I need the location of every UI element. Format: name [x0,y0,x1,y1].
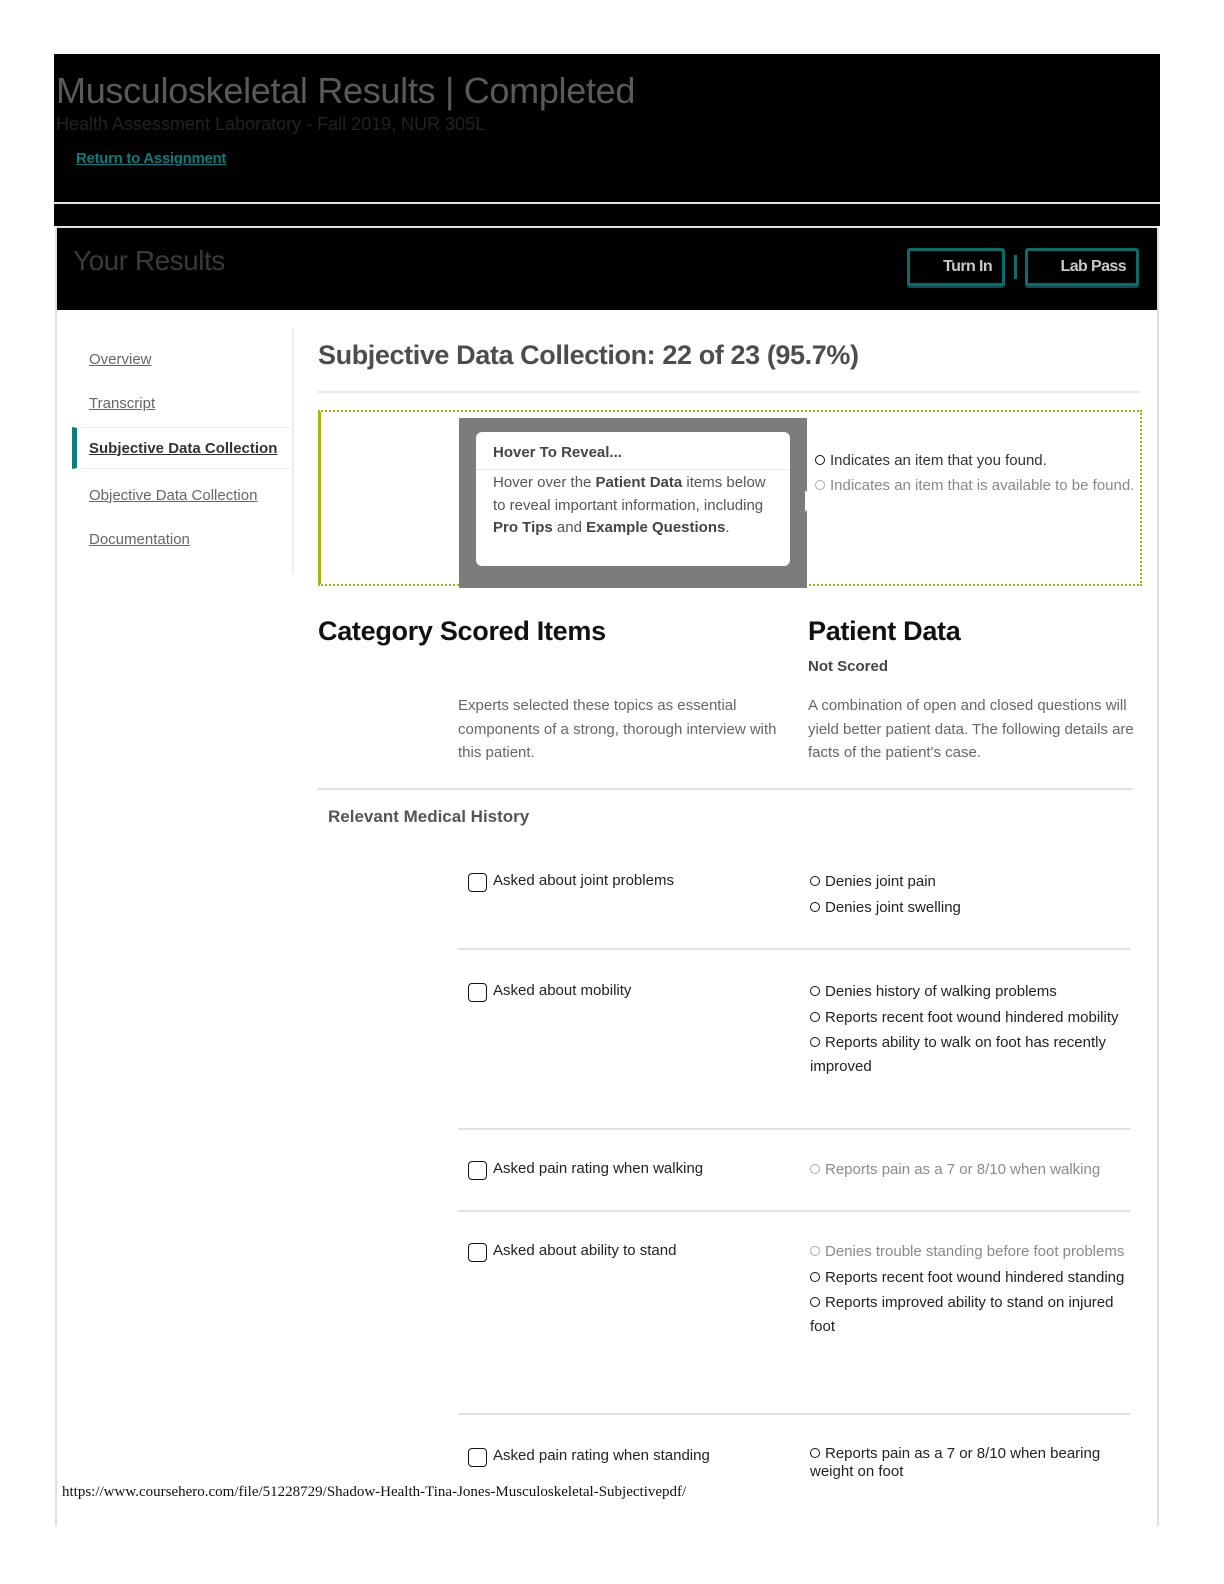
lab-pass-button[interactable]: Lab Pass [1025,248,1139,286]
turn-in-button[interactable]: Turn In [907,248,1005,286]
patient-data-item[interactable]: Denies joint pain [810,870,1135,894]
found-ring-icon [810,1037,820,1047]
category-description: Experts selected these topics as essential components of a strong, thorough interview with this patient. [458,697,777,761]
sidebar-item-subjective-data-collection[interactable]: Subjective Data Collection [72,427,294,469]
header-gap [54,204,1160,226]
patient-data-item[interactable]: Reports recent foot wound hindered mobility [810,1006,1135,1030]
available-ring-icon [810,1164,820,1174]
results-bar [57,228,1157,310]
section-divider [318,788,1133,790]
patient-data-list [810,870,1135,921]
category-scored-items-heading: Category Scored Items [318,616,606,646]
patient-data-item[interactable]: Reports pain as a 7 or 8/10 when bearing weight on foot [810,1445,1101,1480]
found-ring-icon [810,1012,820,1022]
table-row [458,1130,1130,1212]
footer-url: https://www.coursehero.com/file/51228729/Shadow-Health-Tina-Jones-Musculoskeletal-Subjectivepdf/ [62,1484,687,1500]
patient-data-item[interactable]: Reports recent foot wound hindered standing [810,1266,1135,1290]
found-ring-icon [810,986,820,996]
hover-tooltip [476,432,790,566]
scored-item: Asked about joint problems [468,872,674,892]
patient-data-list [810,1158,1135,1184]
tooltip-arrow-icon [805,490,815,512]
table-row [458,870,1130,950]
patient-data-item[interactable]: Denies joint swelling [810,896,1135,920]
legend-box [318,410,1142,586]
legend-found: Indicates an item that you found. [815,448,1135,473]
not-scored-label: Not Scored [808,658,889,675]
patient-data-item[interactable]: Reports pain as a 7 or 8/10 when walking [810,1158,1135,1182]
scored-item: Asked pain rating when standing [468,1447,710,1467]
sidebar-item-overview[interactable]: Overview [89,350,152,368]
found-ring-icon [815,455,825,465]
sidebar-nav [72,328,294,574]
sidebar-item-transcript[interactable]: Transcript [89,394,156,412]
table-row [458,1212,1130,1415]
table-row [458,950,1130,1130]
patient-data-heading: Patient Data [808,616,961,646]
scored-items-list [458,870,1130,1495]
patient-data-item[interactable]: Denies history of walking problems [810,980,1135,1004]
checkbox-icon [468,1448,487,1467]
found-ring-icon [810,1297,820,1307]
available-ring-icon [815,480,825,490]
button-divider [1014,255,1017,279]
sidebar-item-documentation[interactable]: Documentation [89,530,190,548]
available-ring-icon [810,1246,820,1256]
tooltip-title: Hover To Reveal... [476,432,790,470]
checkbox-icon [468,873,487,892]
found-ring-icon [810,1448,820,1458]
tooltip-body: Hover over the Patient Data items below to reveal important information, including Pro Tips and Example Questions. [493,474,766,536]
course-subtitle: Health Assessment Laboratory - Fall 2019, NUR 305L [56,114,486,134]
patient-data-list [810,980,1135,1080]
main-content [318,340,1142,1480]
patient-data-item[interactable]: Reports ability to walk on foot has recently improved [810,1034,1106,1075]
return-to-assignment-link[interactable]: Return to Assignment [76,150,227,167]
table-row [458,1415,1130,1495]
scored-item: Asked pain rating when walking [468,1160,703,1180]
section-title: Relevant Medical History [328,807,530,826]
patient-data-list [810,1445,1135,1483]
scored-item: Asked about mobility [468,982,631,1002]
legend [815,448,1135,498]
sidebar-item-objective-data-collection[interactable]: Objective Data Collection [89,486,258,504]
score-heading: Subjective Data Collection: 22 of 23 (95.7%) [318,340,1142,393]
found-ring-icon [810,1272,820,1282]
patient-data-item[interactable]: Reports improved ability to stand on injured foot [810,1294,1114,1335]
checkbox-icon [468,983,487,1002]
legend-available: Indicates an item that is available to be found. [815,473,1135,498]
checkbox-icon [468,1161,487,1180]
checkbox-icon [468,1243,487,1262]
tooltip-backdrop [459,418,807,588]
patient-data-description: A combination of open and closed questions will yield better patient data. The following details are facts of the patient's case. [808,697,1134,761]
found-ring-icon [810,876,820,886]
found-ring-icon [810,902,820,912]
page-header [54,54,1160,204]
patient-data-list [810,1240,1135,1340]
scored-item: Asked about ability to stand [468,1242,676,1262]
page-title: Musculoskeletal Results | Completed [56,70,636,111]
patient-data-item[interactable]: Denies trouble standing before foot problems [810,1240,1135,1264]
results-title: Your Results [73,245,225,276]
